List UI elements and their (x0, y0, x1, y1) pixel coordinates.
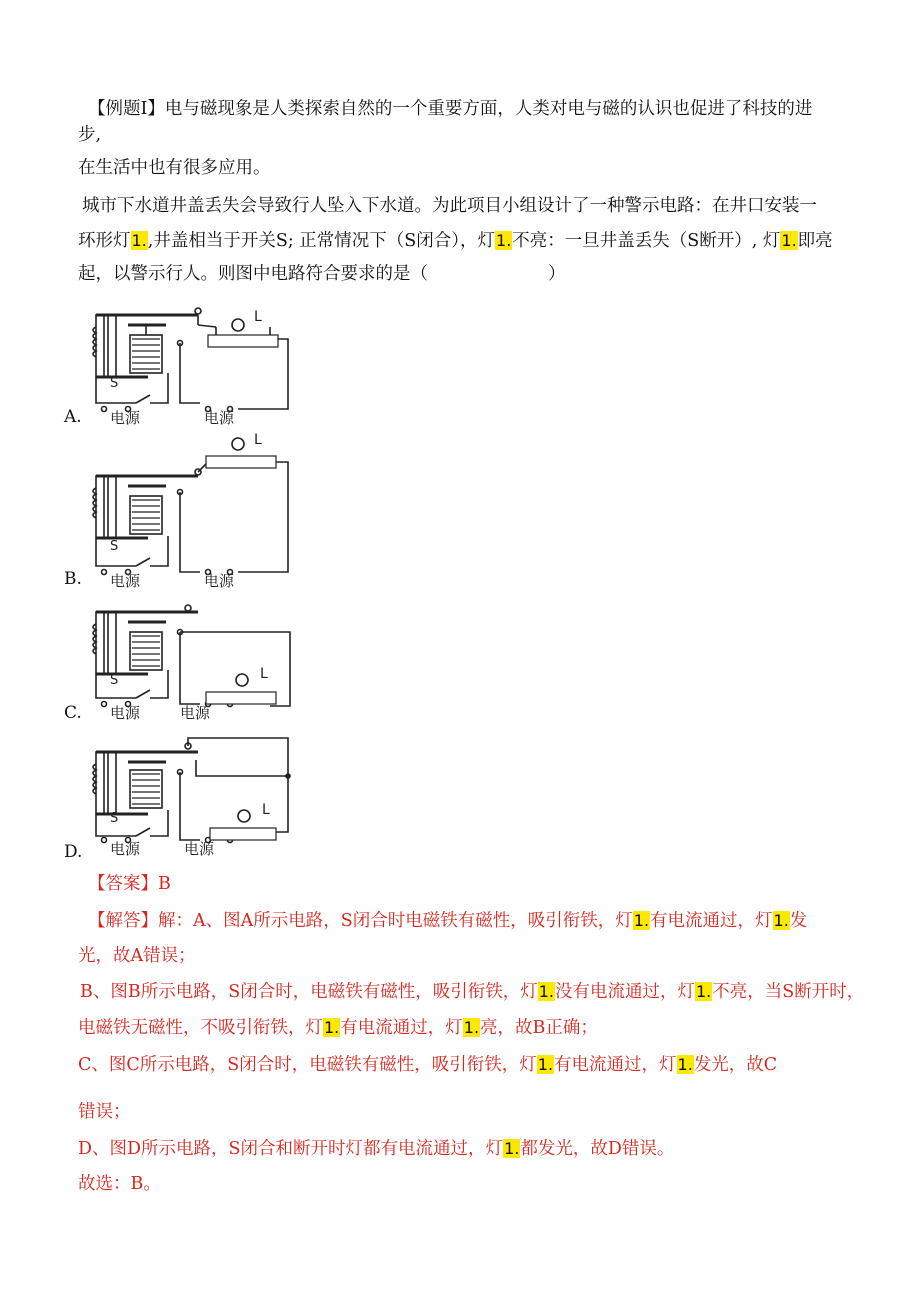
analysis-line-b2: 电磁铁无磁性，不吸引衔铁，灯1.有电流通过，灯1.亮，故B正确； (78, 1018, 598, 1038)
option-label-b: B. (64, 569, 82, 589)
lamp-mark: 1. (633, 911, 650, 930)
lamp-mark: 1. (695, 982, 712, 1001)
lamp-mark: 1. (538, 982, 554, 1001)
power-label-left: 电源 (110, 840, 141, 858)
analysis-line-d1: D、图D所示电路，S闭合和断开时灯都有电流通过，灯1.都发光，故D错误。 (78, 1139, 675, 1159)
lamp-mark: 1. (463, 1018, 480, 1037)
lamp-label-l: L (262, 802, 270, 818)
power-label-left: 电源 (110, 704, 141, 722)
power-label-right: 电源 (180, 704, 211, 722)
question-line-1: 【例题I】电与磁现象是人类探索自然的一个重要方面，人类对电与磁的认识也促进了科技的进 (88, 99, 813, 119)
power-label-right: 电源 (204, 409, 235, 427)
option-label-c: C. (64, 703, 82, 723)
analysis-line-a2: 光，故A错误； (78, 946, 196, 966)
circuit-diagram-b (88, 432, 303, 590)
lamp-label-l: L (254, 309, 262, 325)
lamp-mark: 1. (677, 1055, 693, 1074)
lamp-label-l: L (254, 432, 262, 448)
circuit-diagram-c (88, 600, 303, 720)
lamp-mark: 1. (324, 1018, 340, 1037)
power-label-left: 电源 (110, 572, 141, 590)
power-label-right: 电源 (204, 572, 235, 590)
circuit-diagram-d (88, 736, 303, 858)
question-line-1b: 步, (78, 125, 102, 145)
lamp-mark: 1. (504, 1139, 520, 1158)
power-label-right: 电源 (184, 840, 215, 858)
lamp-mark: 1. (773, 911, 789, 930)
question-line-4: 环形灯1.,井盖相当于开关S; 正常情况下（S闭合），灯1.不亮：一旦井盖丢失（S断开）, 灯1.即亮 (78, 231, 833, 251)
analysis-line-b1: B、图B所示电路，S闭合时，电磁铁有磁性，吸引衔铁，灯1.没有电流通过，灯1.不亮，当S断开时， (80, 982, 865, 1002)
question-line-5: 起，以警示行人。则图中电路符合要求的是（ ） (78, 264, 566, 284)
switch-label-s: S (110, 673, 119, 688)
option-label-a: A. (64, 407, 82, 427)
switch-label-s: S (110, 539, 119, 554)
lamp-mark: 1. (781, 231, 797, 250)
lamp-mark: 1. (537, 1055, 554, 1074)
power-label-left: 电源 (110, 409, 141, 427)
answer-label: 【答案】B (88, 874, 171, 894)
circuit-diagram-a (88, 305, 303, 427)
switch-label-s: S (110, 376, 119, 391)
switch-label-s: S (110, 811, 119, 826)
analysis-line-a1: 【解答】解：A、图A所示电路，S闭合时电磁铁有磁性，吸引衔铁，灯1.有电流通过，灯1.发 (88, 911, 808, 931)
lamp-label-l: L (260, 666, 268, 682)
analysis-final: 故选：B。 (78, 1174, 161, 1194)
analysis-line-c2: 错误； (78, 1102, 131, 1122)
lamp-mark: 1. (131, 231, 147, 250)
lamp-mark: 1. (496, 231, 512, 250)
question-line-2: 在生活中也有很多应用。 (78, 158, 271, 178)
analysis-line-c1: C、图C所示电路，S闭合时，电磁铁有磁性，吸引衔铁，灯1.有电流通过，灯1.发光，故C (78, 1055, 778, 1075)
question-line-3: 城市下水道井盖丢失会导致行人坠入下水道。为此项目小组设计了一种警示电路：在井口安装一 (82, 196, 817, 216)
option-label-d: D. (64, 842, 83, 862)
